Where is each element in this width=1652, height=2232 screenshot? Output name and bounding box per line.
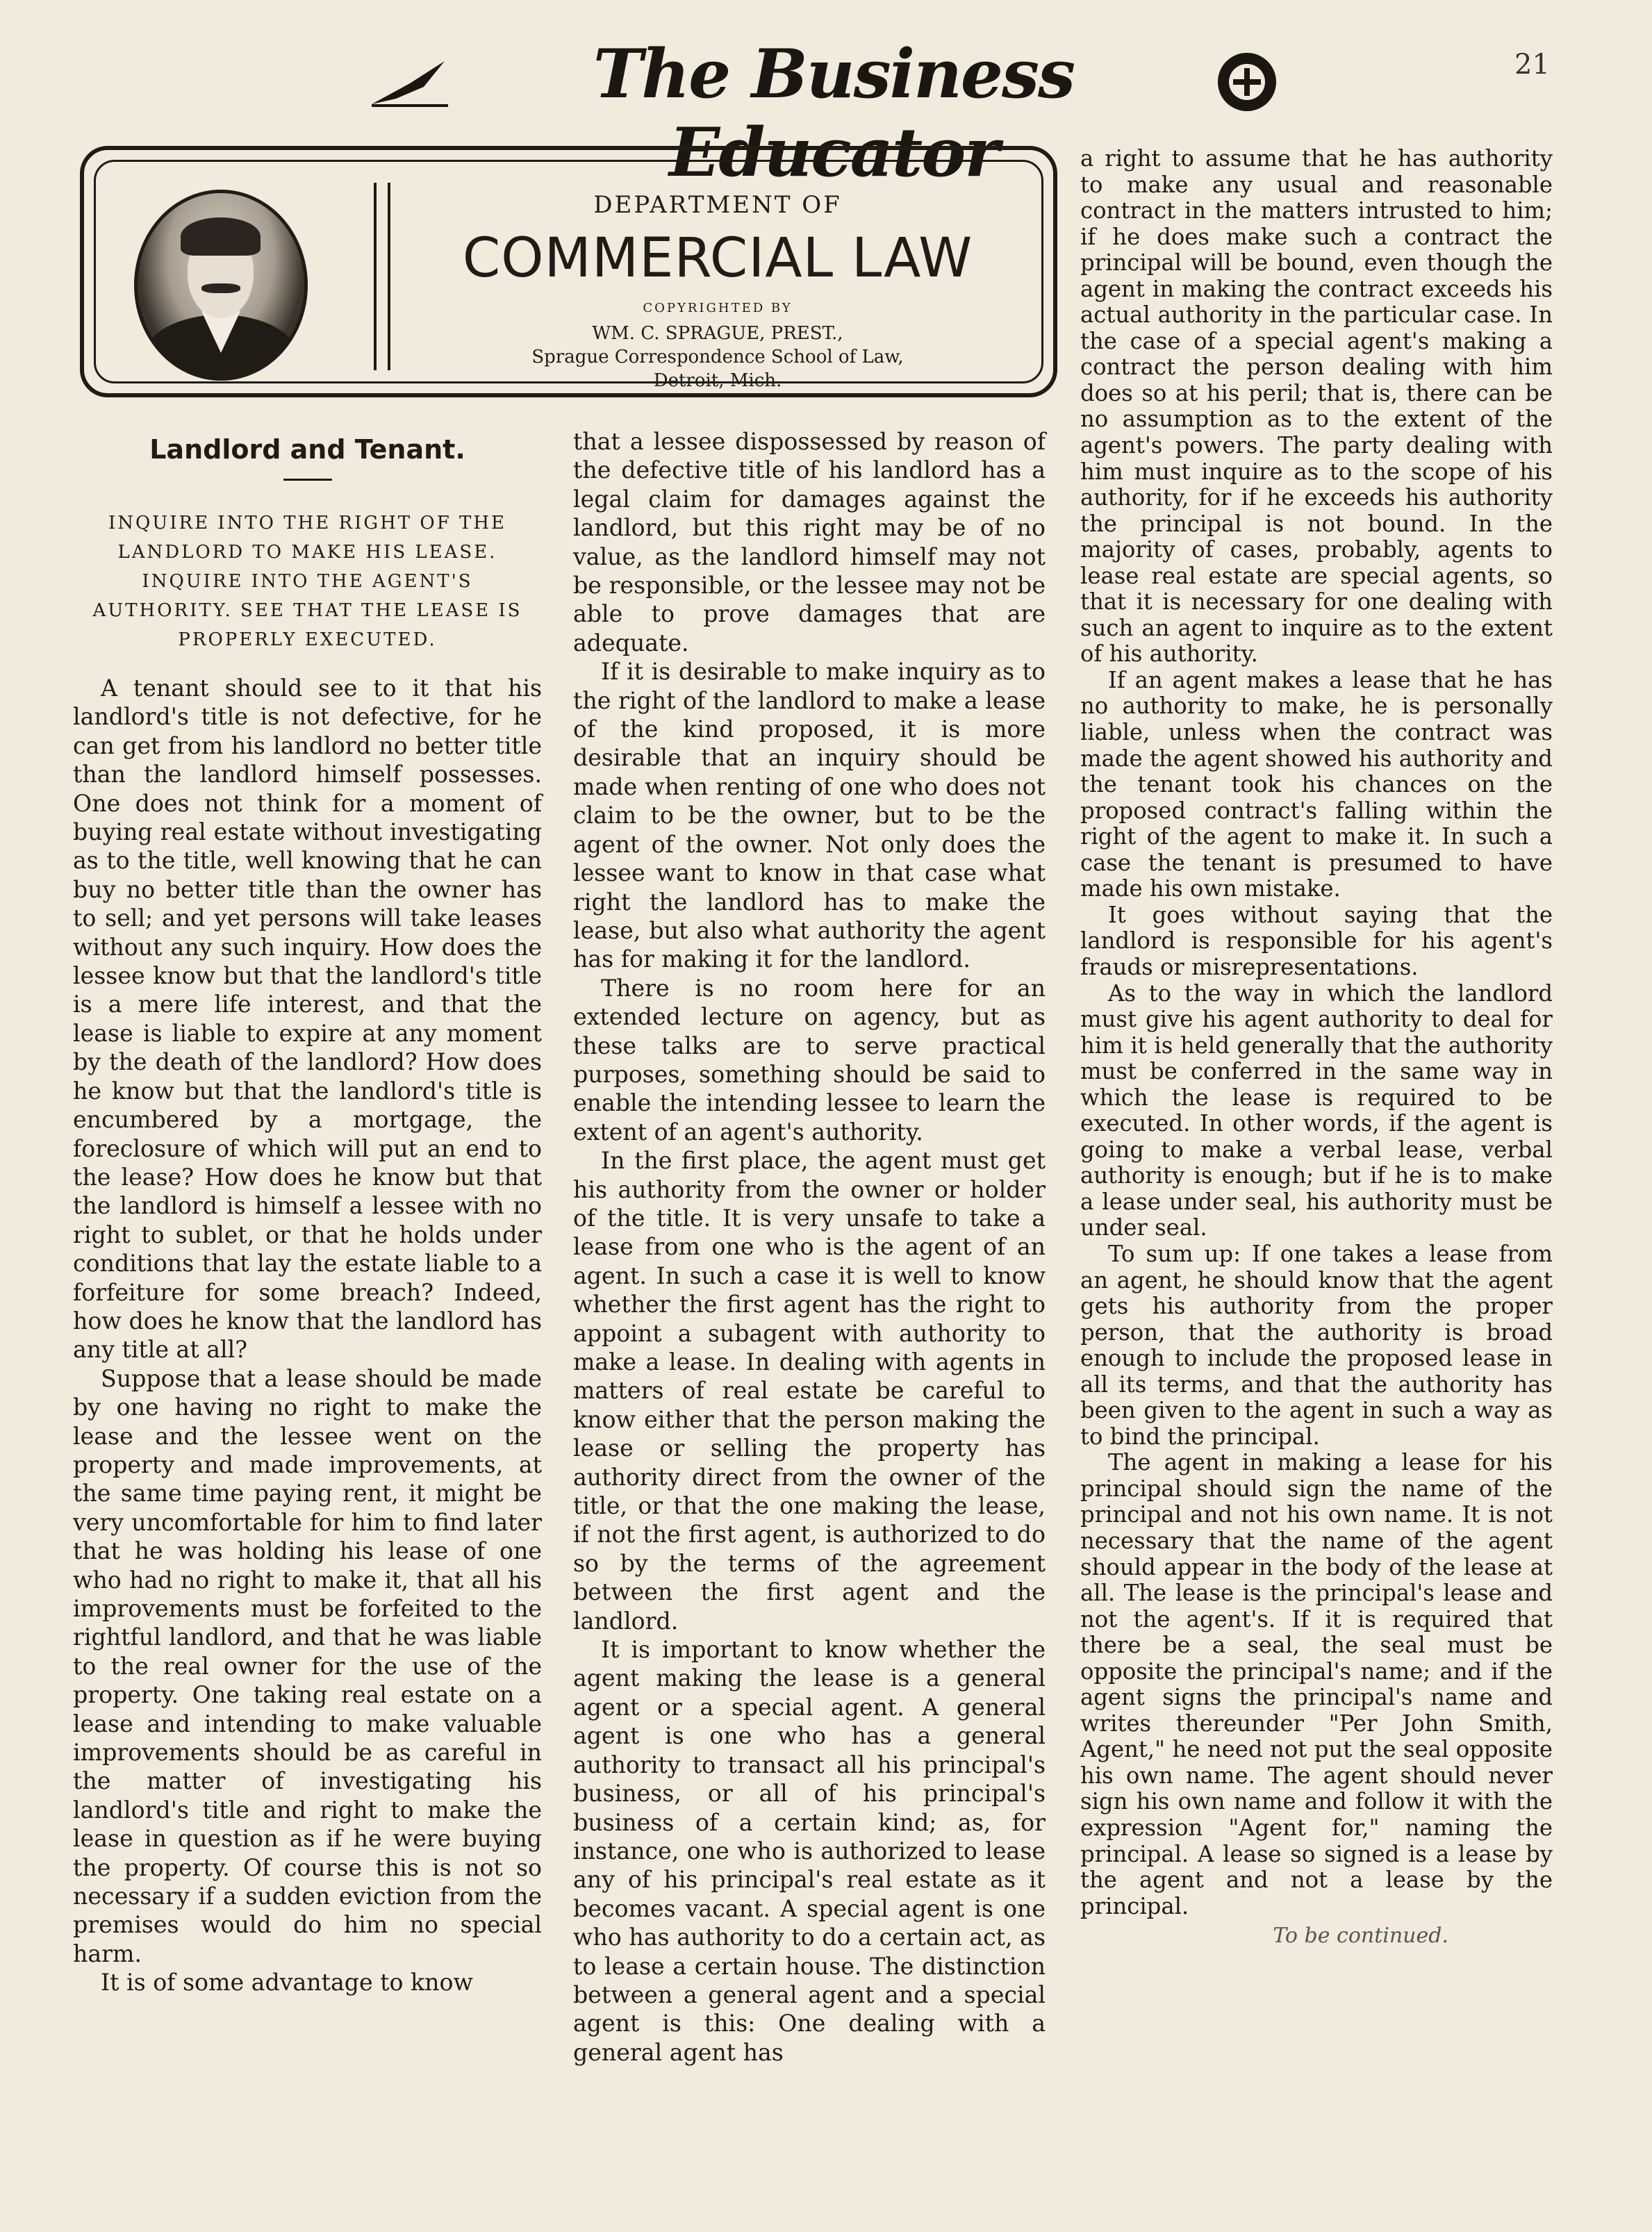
paragraph: In the first place, the agent must get his authority from the owner or holder of the title. It is very unsafe to take a lease from one who is the agent of an agent. In such a case it is well to know whether the first agent has the right to appoint a subagent with authority to make a lease. In dealing with agents in matters of real estate be careful to know either that the person making the lease or selling the property has authority direct from the owner of the title, or that the one making the lease, if not the first agent, is authorized to do so by the terms of the agreement between the first agent and the landlord. bbox=[573, 1147, 1046, 1635]
department-label: DEPARTMENT OF bbox=[593, 191, 842, 219]
department-header-box bbox=[80, 146, 1057, 397]
column-3 bbox=[1080, 146, 1553, 1948]
school-line: Sprague Correspondence School of Law, bbox=[531, 346, 904, 367]
column-2-text bbox=[573, 427, 1046, 2067]
paragraph: A tenant should see to it that his landlord's title is not defective, for he can get from his landlord no better title than the landlord himself possesses. One does not think for a moment of buying real estate without investigating as to the title, well knowing that he can buy no better title than the owner has to sell; and yet persons will take leases without any such inquiry. How does the lessee know but that the landlord's title is a mere life interest, and that the lease is liable to expire at any moment by the death of the landlord? How does he know but that the landlord's title is encumbered by a mortgage, the foreclosure of which will put an end to the lease? How does he know but that the landlord is himself a lessee with no right to sublet, or that he holds under conditions that lay the estate liable to a forfeiture for some breach? Indeed, how does he know that the landlord has any title at all? bbox=[73, 675, 542, 1364]
continued-note: To be continued. bbox=[1273, 1924, 1448, 1949]
article-summary: INQUIRE INTO THE RIGHT OF THE LANDLORD TO MAKE HIS LEASE. INQUIRE INTO THE AGENT'S AUTHORITY. SEE THAT THE LEASE IS PROPERLY EXECUTED. bbox=[92, 513, 522, 650]
column-1-text bbox=[73, 674, 542, 1997]
author-portrait bbox=[134, 190, 308, 381]
author-line: WM. C. SPRAGUE, PREST., bbox=[592, 323, 843, 344]
department-title: COMMERCIAL LAW bbox=[462, 227, 973, 290]
column-1 bbox=[73, 424, 542, 1997]
paragraph: that a lessee dispossessed by reason of the defective title of his landlord has a legal claim for damages against the landlord, but this right may be of no value, as the landlord himself may not be responsible, or the lessee may not be able to prove damages that are adequate. bbox=[573, 428, 1046, 656]
masthead bbox=[347, 28, 1299, 192]
column-3-text bbox=[1080, 146, 1553, 1919]
paragraph: To sum up: If one takes a lease from an agent, he should know that the agent gets his authority from the proper person, that the authority is broad enough to include the proposed lease in all its terms, and that the authority has been given to the agent in such a way as to bind the principal. bbox=[1080, 1240, 1553, 1450]
paragraph: It goes without saying that the landlord is responsible for his agent's frauds or misrepresentations. bbox=[1080, 901, 1553, 980]
copyright-line: COPYRIGHTED BY bbox=[643, 301, 793, 315]
paragraph: It is of some advantage to know bbox=[101, 1969, 473, 1997]
paragraph: a right to assume that he has authority to make any usual and reasonable contract in the matters intrusted to him; if he does make such a contract the principal will be bound, even though the agent in making the contract exceeds his actual authority in the particular case. In the case of a special agent's making a contract the person dealing with him does so at his peril; that is, there can be no assumption as to the extent of the agent's powers. The party dealing with him must inquire as to the scope of his authority, for if he exceeds his authority the principal is not bound. In the majority of cases, probably, agents to lease real estate are special agents, so that it is necessary for one dealing with such an agent to inquire as to the extent of his authority. bbox=[1080, 145, 1553, 668]
masthead-title: The Business Educator bbox=[593, 35, 1075, 192]
paragraph: If it is desirable to make inquiry as to the right of the landlord to make a lease of the kind proposed, it is more desirable that an inquiry should be made when renting of one who does not claim to be the owner, but to be the agent of the owner. Not only does the lessee want to know in that case what right the landlord has to make the lease, but also what authority the agent has for making it for the landlord. bbox=[573, 658, 1046, 973]
paragraph: The agent in making a lease for his principal should sign the name of the principal and not his own name. It is not necessary that the name of the agent should appear in the body of the lease at all. The lease is the principal's lease and not the agent's. If it is required that there be a seal, the seal must be opposite the principal's name; and if the agent signs the principal's name and writes thereunder "Per John Smith, Agent," he need not put the seal opposite his own name. The agent should never sign his own name and follow it with the expression "Agent for," naming the principal. A lease so signed is a lease by the agent and not a lease by the principal. bbox=[1080, 1449, 1553, 1919]
quill-icon bbox=[368, 56, 452, 111]
department-title-block bbox=[402, 191, 1034, 392]
paragraph: As to the way in which the landlord must give his agent authority to deal for him it is held generally that the authority must be conferred in the same way in which the lease is required to be executed. In other words, if the agent is going to make a verbal lease, verbal authority is enough; but if he is to make a lease under seal, his authority must be under seal. bbox=[1080, 979, 1553, 1241]
paragraph: Suppose that a lease should be made by one having no right to make the lease and the lessee went on the property and made improvements, at the same time paying rent, it might be very uncomfortable for him to find later that he was holding his lease of one who had no right to make it, that all his improvements must be forfeited to the rightful landlord, and that he was liable to the real owner for the use of the property. One taking real estate on a lease and intending to make valuable improvements should be as careful in the matter of investigating his landlord's title and right to make the lease in question as if he were buying the property. Of course this is not so necessary if a sudden eviction from the premises would do him no special harm. bbox=[73, 1364, 542, 1967]
location-line: Detroit, Mich. bbox=[653, 370, 782, 391]
paragraph: If an agent makes a lease that he has no authority to make, he is personally liable, unless when the contract was made the agent showed his authority and the tenant took his chances on the proposed contract's falling within the right of the agent to make it. In such a case the tenant is presumed to have made his own mistake. bbox=[1080, 666, 1553, 902]
header-divider bbox=[374, 183, 390, 370]
paragraph: There is no room here for an extended lecture on agency, but as these talks are to serve practical purposes, something should be said to enable the intending lessee to learn the extent of an agent's authority. bbox=[573, 974, 1046, 1146]
column-2 bbox=[573, 427, 1046, 2067]
page-number: 21 bbox=[1514, 49, 1550, 81]
title-rule bbox=[283, 479, 332, 481]
article-title: Landlord and Tenant. bbox=[149, 434, 465, 465]
emblem-icon bbox=[1212, 47, 1282, 117]
paragraph: It is important to know whether the agent making the lease is a general agent or a special agent. A general agent is one who has a general authority to transact all his principal's business, or all of his principal's business of a certain kind; as, for instance, one who is authorized to lease any of his principal's real estate as it becomes vacant. A special agent is one who has authority to do a certain act, as to lease a certain house. The distinction between a general agent and a special agent is this: One dealing with a general agent has bbox=[573, 1636, 1046, 2066]
